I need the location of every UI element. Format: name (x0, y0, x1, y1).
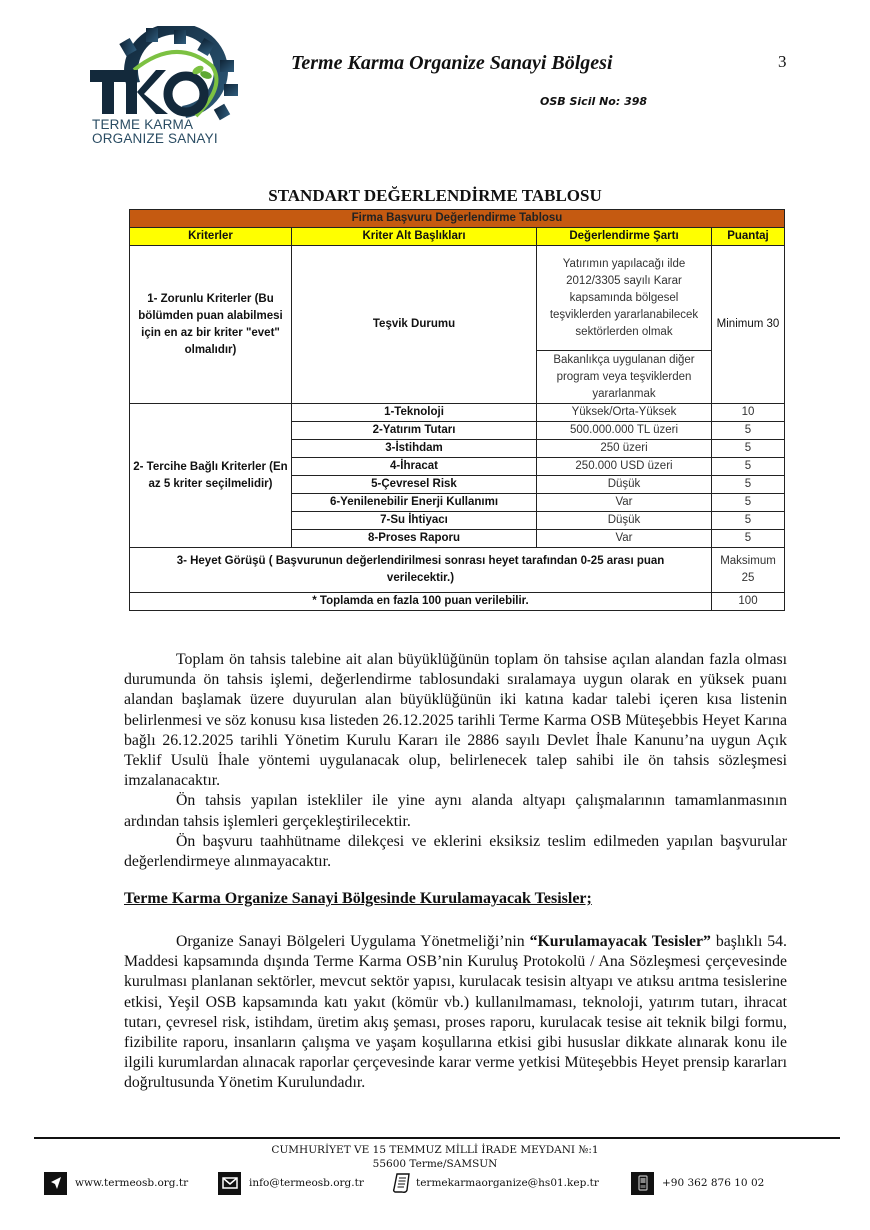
mandatory-subheading-cell: Teşvik Durumu (292, 246, 537, 404)
tko-logo (86, 26, 256, 150)
logo-line-1: TERME KARMA (92, 117, 194, 132)
score-cell: 5 (712, 530, 785, 548)
web-cursor-icon (44, 1172, 67, 1195)
table-title-row (130, 210, 785, 228)
section-heading: Terme Karma Organize Sanayi Bölgesinde Kurulamayacak Tesisler; (124, 890, 592, 907)
score-cell: 5 (712, 512, 785, 530)
column-header: Kriterler (130, 228, 292, 246)
subheading-cell: 1-Teknoloji (292, 404, 537, 422)
table-title: Firma Başvuru Değerlendirme Tablosu (130, 210, 785, 228)
score-cell: Minimum 30 (712, 246, 785, 404)
contact-kep[interactable] (390, 1171, 599, 1195)
kep-document-icon (390, 1172, 413, 1195)
evaluation-table (129, 209, 785, 611)
subheading-cell: 4-İhracat (292, 458, 537, 476)
gear-logo-icon (86, 26, 256, 126)
contact-website[interactable] (44, 1171, 188, 1195)
paragraph: Toplam ön tahsis talebine ait alan büyüklüğünün toplam ön tahsise açılan alandan fazla olması durumunda ön tahsis işlemi, değerlendirme tablosundaki sıralamaya uygun olarak en yüksek puanı alandan başlamak üzere duyurulan alan büyüklüğünün iki katına kadar talebi içeren kısa listenin belirlenmesi ve söz konusu kısa listeden 26.12.2025 tarihli Terme Karma OSB Müteşebbis Heyet Karına bağlı 26.12.2025 tarihli Yönetim Kurulu Kararı ile 2886 sayılı Devlet İhale Kanunu’na uygun Açık Teklif Usulü İhale yöntemi uygulanacak olup, belirlenecek talep sahibi ile ön tahsis sözleşmesi imzalanacaktır. (124, 651, 787, 790)
bold-phrase: “Kurulamayacak Tesisler” (529, 933, 711, 950)
condition-cell: Düşük (537, 512, 712, 530)
kep-address-link[interactable]: termekarmaorganize@hs01.kep.tr (416, 1177, 599, 1189)
mobile-phone-icon (631, 1172, 654, 1195)
email-link[interactable]: info@termeosb.org.tr (249, 1177, 364, 1189)
table-row (130, 404, 785, 422)
total-note-cell: * Toplamda en fazla 100 puan verilebilir. (130, 593, 712, 611)
score-cell: 5 (712, 422, 785, 440)
section-body-text (124, 932, 787, 1094)
contact-email[interactable] (218, 1171, 364, 1195)
footer-divider (34, 1137, 840, 1139)
subheading-cell: 7-Su İhtiyacı (292, 512, 537, 530)
envelope-icon (218, 1172, 241, 1195)
score-cell: 5 (712, 440, 785, 458)
paragraph-text: Organize Sanayi Bölgeleri Uygulama Yönetmeliği’nin (176, 933, 530, 950)
condition-cell: 250 üzeri (537, 440, 712, 458)
condition-cell: Yüksek/Orta-Yüksek (537, 404, 712, 422)
condition-cell: 500.000.000 TL üzeri (537, 422, 712, 440)
paragraph: Ön başvuru taahhütname dilekçesi ve eklerini eksiksiz teslim edilmeden yapılan başvurular değerlendirmeye alınmayacaktır. (124, 832, 787, 871)
column-header: Değerlendirme Şartı (537, 228, 712, 246)
body-text (124, 650, 787, 872)
registry-number: OSB Sicil No: 398 (540, 95, 648, 108)
score-cell: 10 (712, 404, 785, 422)
score-cell: 100 (712, 593, 785, 611)
table-row (130, 593, 785, 611)
condition-cell: Yatırımın yapılacağı ilde 2012/3305 sayılı Karar kapsamında bölgesel teşviklerden yararlanabilecek sektörlerden olmak (537, 246, 712, 351)
table-row (130, 548, 785, 593)
paragraph (124, 932, 787, 1094)
condition-cell: Bakanlıkça uygulanan diğer program veya teşviklerden yararlanmak (537, 351, 712, 404)
subheading-cell: 2-Yatırım Tutarı (292, 422, 537, 440)
table-row (130, 246, 785, 351)
optional-criteria-cell: 2- Tercihe Bağlı Kriterler (En az 5 kriter seçilmelidir) (130, 404, 292, 548)
subheading-cell: 3-İstihdam (292, 440, 537, 458)
contact-phone[interactable] (631, 1171, 764, 1195)
subheading-cell: 6-Yenilenebilir Enerji Kullanımı (292, 494, 537, 512)
document-title: STANDART DEĞERLENDİRME TABLOSU (268, 186, 602, 205)
condition-cell: Var (537, 494, 712, 512)
phone-number[interactable]: +90 362 876 10 02 (662, 1177, 765, 1189)
paragraph-text: başlıklı 54. Maddesi kapsamında dışında Terme Karma OSB’nin Kuruluş Protokolü / Ana Sözleşmesi çerçevesinde kurulması planlanan sektörler, mevcut sektör yapısı, kurulacak tesisin altyapı ve atıksu arıtma tesislerine etkisi, Yeşil OSB kapsamında katı yakıt (kömür vb.) kullanılmaması, teknoloji, yatırım tutarı, ihracat tutarı, çevresel risk, istihdam, üretim akış şeması, proses raporu, kurulacak tesise ait teknik bilgi formu, fizibilite raporu, insanların çalışma ve yaşam koşullarına etkisi gibi hususlar dikkate alınarak konu ile ilgili kurumlardan alınacak raporlar çerçevesinde karar verme yetkisi Müteşebbis Heyet prensip kararları doğrultusunda Yönetim Kurulundadır. (124, 933, 787, 1092)
column-header: Kriter Alt Başlıkları (292, 228, 537, 246)
address-line-1: CUMHURİYET VE 15 TEMMUZ MİLLİ İRADE MEYDANI №:1 (271, 1144, 599, 1156)
paragraph: Ön tahsis yapılan istekliler ile yine aynı alanda altyapı çalışmalarının tamamlanmasının ardından tahsis işlemleri gerçekleştirilecektir. (124, 792, 787, 830)
address-line-2: 55600 Terme/SAMSUN (372, 1158, 498, 1170)
subheading-cell: 5-Çevresel Risk (292, 476, 537, 494)
score-cell: 5 (712, 458, 785, 476)
score-cell: 5 (712, 494, 785, 512)
column-header: Puantaj (712, 228, 785, 246)
condition-cell: Düşük (537, 476, 712, 494)
logo-line-2: ORGANIZE SANAYI (92, 131, 218, 146)
committee-opinion-cell: 3- Heyet Görüşü ( Başvurunun değerlendirilmesi sonrası heyet tarafından 0-25 arası puan verilecektir.) (130, 548, 712, 593)
condition-cell: 250.000 USD üzeri (537, 458, 712, 476)
table-header-row (130, 228, 785, 246)
condition-cell: Var (537, 530, 712, 548)
mandatory-criteria-cell: 1- Zorunlu Kriterler (Bu bölümden puan alabilmesi için en az bir kriter "evet" olmalıdır) (130, 246, 292, 404)
score-cell: Maksimum 25 (712, 548, 785, 593)
subheading-cell: 8-Proses Raporu (292, 530, 537, 548)
header-title: Terme Karma Organize Sanayi Bölgesi (291, 52, 613, 74)
website-link[interactable]: www.termeosb.org.tr (75, 1177, 189, 1189)
score-cell: 5 (712, 476, 785, 494)
page-number: 3 (778, 52, 787, 71)
